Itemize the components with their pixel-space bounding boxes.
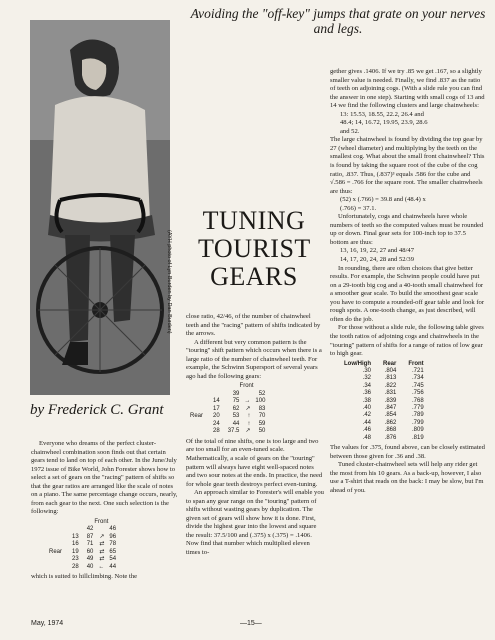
ratio-cell: .721 xyxy=(411,368,424,374)
shift-arrow-icon: ⇄ xyxy=(99,556,105,563)
list-item: 13, 16, 19, 22, 27 and 48/47 xyxy=(340,247,414,255)
column-header: Rear xyxy=(383,360,397,367)
shift-arrow-icon: ↗ xyxy=(99,533,105,540)
gear-value: 65 xyxy=(109,548,117,555)
ratio-cell: .779 xyxy=(411,405,424,412)
photo-credit-text: (AYH photo of Lyn Burden by Dan Burden) xyxy=(166,230,172,334)
shift-arrow-icon: ↗ xyxy=(245,428,251,435)
col3-paragraph-4: In rounding, there are often choices that give better results. For example, the Schwinn people could have put on a 29-tooth big cog and a 40-tooth small chainwheel for a smoother gear scale. To build the smoothest gear scale you have to compute a rounded-off gear table and look for rough spots. A one-tooth change, as just described, will often do the job. xyxy=(330,264,485,323)
cog-teeth: 24 xyxy=(213,420,220,427)
footer-date: May, 1974 xyxy=(31,620,64,627)
cog-teeth: 14 xyxy=(213,398,220,405)
table-row xyxy=(338,420,430,427)
table-row xyxy=(338,390,430,397)
gear-value: 87 xyxy=(86,533,94,540)
rear-label: Rear xyxy=(190,413,204,420)
ratio-cell: .44 xyxy=(362,419,371,426)
photo-credit xyxy=(166,230,184,380)
cog-teeth: 13 xyxy=(72,533,79,540)
front-teeth: 46 xyxy=(109,526,117,533)
gear-value: 96 xyxy=(109,533,117,540)
cog-teeth: 28 xyxy=(213,428,220,435)
gear-value: 40 xyxy=(86,563,94,570)
cog-teeth: 16 xyxy=(72,541,79,548)
column-header: Front xyxy=(408,360,424,367)
cog-teeth: 20 xyxy=(213,413,220,420)
title-line-3: GEARS xyxy=(210,262,298,291)
front-label: Front xyxy=(239,383,254,390)
ratio-cell: .809 xyxy=(411,427,424,434)
gear-value: 78 xyxy=(109,541,117,548)
gear-value: 53 xyxy=(232,413,240,420)
gear-value: 44 xyxy=(232,420,240,427)
ratio-cell: .831 xyxy=(384,390,397,397)
table-row xyxy=(338,412,430,419)
ratio-cell: .756 xyxy=(411,390,424,397)
col2-paragraph-3: Of the total of nine shifts, one is too large and two are too small for an even-tuned scale. Mathematically, a scale of gears on the "touring" pattern will always have eight well-spaced notes and two sour notes at the ends. In practice, the need for whole gear teeth destroys perfect even-tuning. xyxy=(186,437,323,488)
col2-paragraph-1: close ratio, 42/46, of the number of chainwheel teeth and the "racing" pattern of shifts indicated by the arrows. xyxy=(186,313,321,338)
gear-table-touring xyxy=(186,383,324,436)
article-title xyxy=(198,207,310,291)
column-header: Low/High xyxy=(344,360,371,367)
gear-value: 37.5 xyxy=(227,428,240,435)
ratio-cell: .839 xyxy=(384,397,397,404)
ratio-cell: .32 xyxy=(362,375,371,382)
list-item: (52) x (.766) = 39.8 and (48.4) x xyxy=(340,196,426,204)
rear-label: Rear xyxy=(49,548,63,555)
shift-arrow-icon: ↗ xyxy=(245,405,251,412)
tagline: Avoiding the "off-key" jumps that grate on your nerves and legs. xyxy=(190,6,486,36)
ratio-cell: .819 xyxy=(411,434,424,441)
list-item: (.766) = 37.1. xyxy=(340,204,377,212)
gear-value: 49 xyxy=(86,556,94,563)
ratio-cell: .789 xyxy=(411,412,424,419)
table-row xyxy=(338,398,430,405)
list-item: 13: 15.53, 18.55, 22.2, 26.4 and xyxy=(340,110,424,118)
gear-value: 60 xyxy=(86,548,94,555)
shift-arrow-icon: ⇄ xyxy=(99,541,105,548)
front-teeth: 52 xyxy=(258,390,266,397)
gear-value: 50 xyxy=(258,428,266,435)
ratio-cell: .40 xyxy=(362,405,371,412)
gear-table-racing xyxy=(31,519,181,572)
gear-value: 44 xyxy=(109,563,117,570)
ratio-cell: .42 xyxy=(362,412,371,419)
ratio-cell: .813 xyxy=(384,375,397,382)
byline: by Frederick C. Grant xyxy=(30,402,164,418)
gear-value: 70 xyxy=(258,413,266,420)
ratio-cell: .30 xyxy=(362,368,371,374)
table-row xyxy=(338,375,430,382)
ratio-cell: .768 xyxy=(411,397,424,404)
ratio-cell: .854 xyxy=(384,412,397,419)
gear-value: 62 xyxy=(232,405,240,412)
shift-arrow-icon: ← xyxy=(98,563,105,570)
shift-arrow-icon: ↑ xyxy=(247,420,251,427)
gear-value: 83 xyxy=(258,405,266,412)
ratio-cell: .734 xyxy=(411,375,424,382)
list-item: 48.4; 14, 16.72, 19.95, 23.9, 28.6 xyxy=(340,119,428,127)
shift-arrow-icon: ↑ xyxy=(247,413,251,420)
col2-paragraph-4: An approach similar to Forester's will enable you to span any gear range on the "touring" pattern of shifts without wasting gears by duplication. The given set of gears will show how it is done. First, divide the highest gear into the lowest and square the result: 37.5/100 and (.375) x (.375) = .1406. Now find that number which multiplied eleven times to- xyxy=(186,489,324,556)
cyclist-photo xyxy=(30,20,170,395)
gear-value: 54 xyxy=(109,556,117,563)
ratio-cell: .876 xyxy=(384,434,397,441)
table-row xyxy=(338,383,430,390)
ratio-cell: .48 xyxy=(362,434,371,441)
col3-paragraph-2: The large chainwheel is found by dividing the top gear by 27 (wheel diameter) and multiplying by the teeth on the smallest cog. What about the small front chainwheel? This is found by taking the square root of the cube of the cog ratio, .837. Thus, (.837)³ equals .586 for the cube and √.586 = .766 for the square root. The smaller chainwheels are thus: xyxy=(330,136,485,195)
col3-paragraph-1: gether gives .1406. If we try .85 we get .167, so a slightly smaller value is needed. Finally, we find .837 as the ratio of teeth on adjoining cogs. (With a slide rule you can find the answer in one step). Starting with small cogs of 13 and 14 we find the following clusters and large chainwheels: xyxy=(330,68,485,110)
ratio-cell: .804 xyxy=(384,368,397,374)
ratio-cell: .38 xyxy=(362,397,371,404)
gear-set-list xyxy=(330,247,486,264)
column-2 xyxy=(186,313,324,558)
chainwheel-list xyxy=(330,196,486,213)
ratio-cell: .745 xyxy=(411,382,424,389)
list-item: 14, 17, 20, 24, 28 and 52/39 xyxy=(340,256,414,264)
ratio-cell: .822 xyxy=(384,382,397,389)
ratio-cell: .847 xyxy=(384,405,397,412)
gear-value: 75 xyxy=(232,398,240,405)
col3-paragraph-5: For those without a slide rule, the following table gives the tooth ratios of adjoining cogs and chainwheels in the "touring" pattern of shifts for a range of ratios of low gear to high gear. xyxy=(330,324,484,358)
column-1 xyxy=(31,440,181,582)
col3-paragraph-3: Unfortunately, cogs and chainwheels have whole numbers of teeth so the computed values must be rounded up or down. Final gear sets for 100-inch top to 37.5 bottom are thus: xyxy=(330,213,484,246)
ratio-table xyxy=(330,361,486,442)
title-line-2: TOURIST xyxy=(198,234,311,263)
col2-paragraph-2: A different but very common pattern is the "touring" shift pattern which occurs when there is a large ratio of the number of chainwheel teeth. For example, the Schwinn Supersport of several years ago had the following gears: xyxy=(186,338,322,380)
cyclist-illustration xyxy=(30,20,170,395)
table-row xyxy=(338,435,430,442)
cluster-list xyxy=(330,111,486,137)
cog-teeth: 19 xyxy=(72,548,79,555)
col1-paragraph-2: which is suited to hillclimbing. Note the xyxy=(31,573,138,581)
front-label: Front xyxy=(94,518,109,525)
ratio-cell: .862 xyxy=(384,419,397,426)
gear-value: 59 xyxy=(258,420,266,427)
ratio-cell: .34 xyxy=(362,382,371,389)
col1-paragraph-1: Everyone who dreams of the perfect cluster-chainwheel combination soon finds out that certain gears tend to land on top of each other. In the June/July 1972 issue of Bike World, John Forester shows how to select a set of gears on the "racing" pattern of shifts so that the gear ratios are arranged like the scale of notes on a piano. The same percentage change occurs, nearly, from each gear to the next. One such selection is the following: xyxy=(31,440,178,516)
ratio-cell: .799 xyxy=(411,419,424,426)
col3-paragraph-6: The values for .375, found above, can be closely estimated between those given for .36 and .38. xyxy=(330,444,485,460)
ratio-cell: .46 xyxy=(362,427,371,434)
front-teeth: 42 xyxy=(86,526,94,533)
column-3 xyxy=(330,68,486,495)
cog-teeth: 17 xyxy=(213,405,220,412)
front-teeth: 39 xyxy=(232,390,240,397)
shift-arrow-icon: → xyxy=(244,398,251,405)
ratio-cell: .36 xyxy=(362,390,371,397)
cog-teeth: 23 xyxy=(72,556,79,563)
title-line-1: TUNING xyxy=(202,206,306,235)
col3-paragraph-7: Tuned cluster-chainwheel sets will help any rider get the most from his 10 gears. As a back-up, however, I also use a T-shirt that reads on the back: I may be slow, but I'm ahead of you. xyxy=(330,461,484,494)
footer-page-number: —15— xyxy=(240,620,262,627)
cog-teeth: 28 xyxy=(72,563,79,570)
shift-arrow-icon: ⇄ xyxy=(99,548,105,555)
table-row xyxy=(338,427,430,434)
table-row xyxy=(338,368,430,375)
gear-value: 100 xyxy=(255,398,266,405)
table-row xyxy=(338,405,430,412)
ratio-cell: .868 xyxy=(384,427,397,434)
gear-value: 71 xyxy=(86,541,94,548)
list-item: and 52. xyxy=(340,127,360,135)
